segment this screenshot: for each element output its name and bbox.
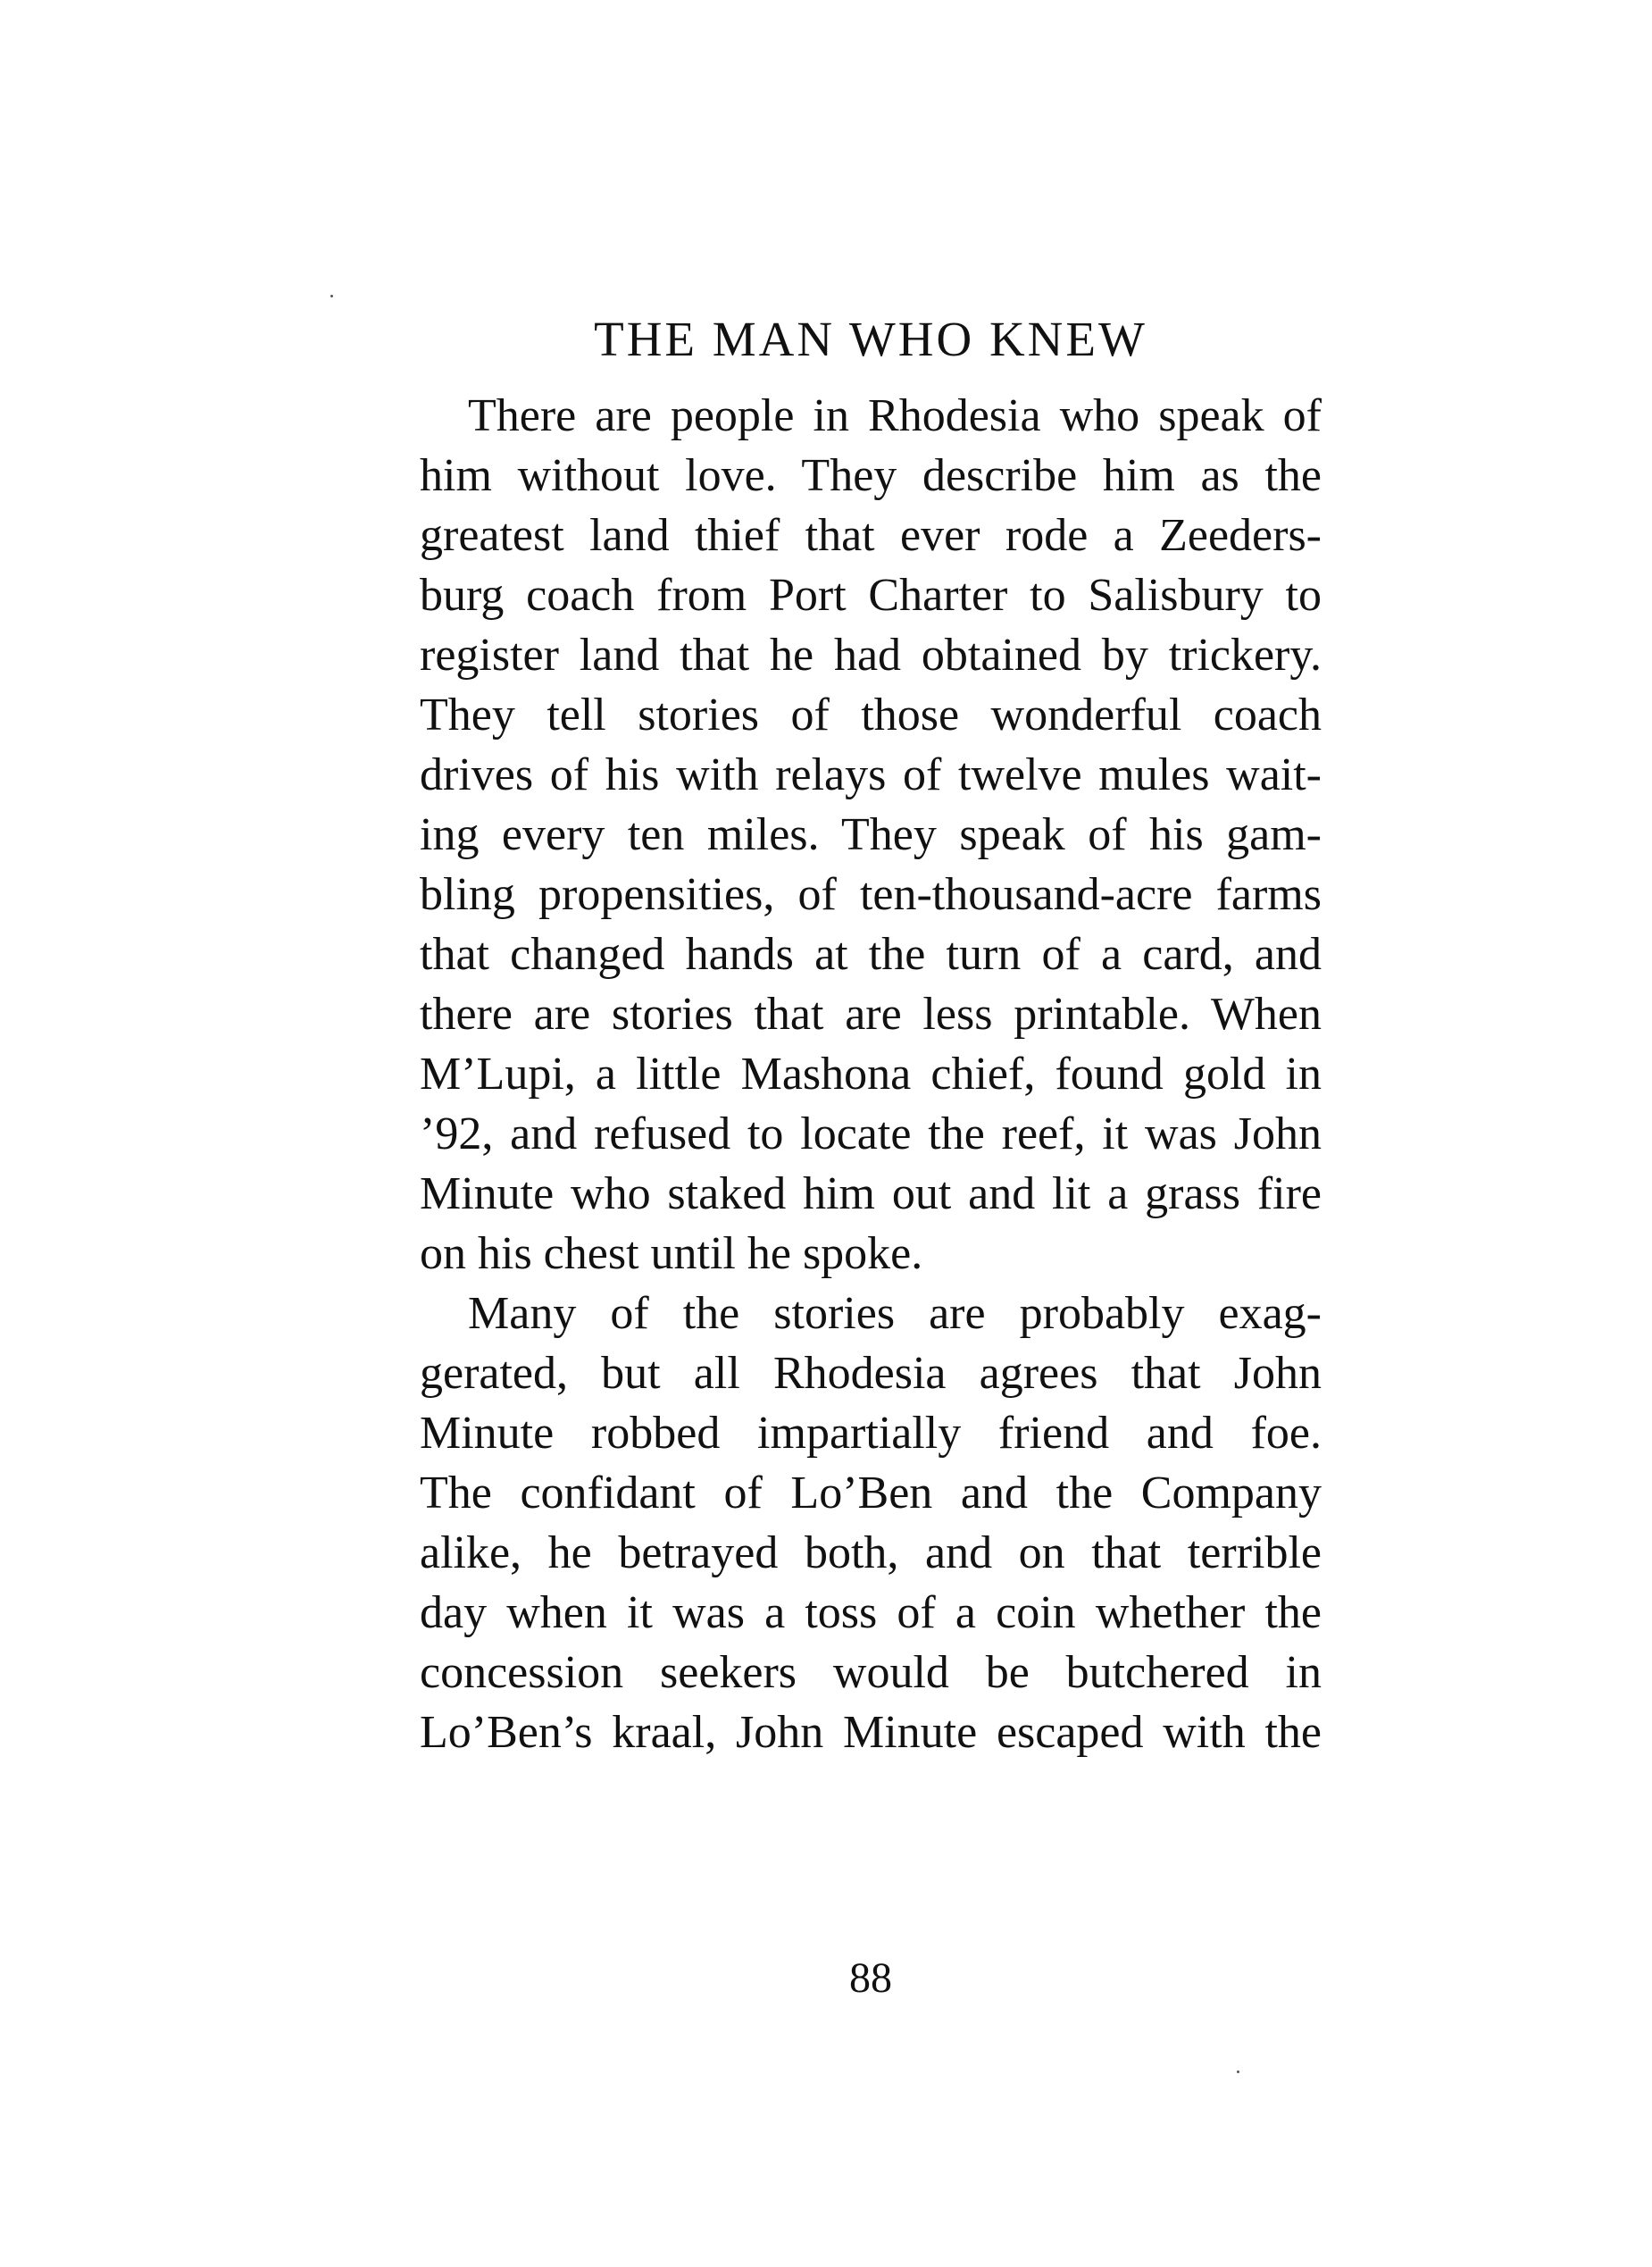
scan-speck [1237,2070,1239,2073]
text-line: Many of the stories are probably exag- [468,1288,1322,1339]
text-line: Minute who staked him out and lit a grass fire [420,1168,1322,1219]
text-line: on his chest until he spoke. [420,1228,923,1279]
text-line: day when it was a toss of a coin whether the [420,1587,1322,1638]
text-line: bling propensities, of ten-thousand-acre farms [420,869,1322,920]
text-line: gerated, but all Rhodesia agrees that John [420,1348,1322,1399]
text-line: Lo’Ben’s kraal, John Minute escaped with the [420,1707,1322,1758]
text-line: ing every ten miles. They speak of his gam- [420,809,1322,860]
text-line: ’92, and refused to locate the reef, it was John [420,1108,1322,1159]
text-line: alike, he betrayed both, and on that terrible [420,1527,1322,1578]
page-number: 88 [849,1954,892,2002]
text-line: drives of his with relays of twelve mules wait- [420,749,1322,800]
running-head: THE MAN WHO KNEW [594,312,1147,366]
text-line: greatest land thief that ever rode a Zeeders- [420,510,1322,561]
text-line: concession seekers would be butchered in [420,1647,1322,1698]
text-line: Minute robbed impartially friend and foe. [420,1408,1322,1459]
text-line: register land that he had obtained by trickery. [420,630,1322,681]
text-line: M’Lupi, a little Mashona chief, found gold in [420,1049,1322,1100]
text-line: burg coach from Port Charter to Salisbury to [420,570,1322,621]
text-line: that changed hands at the turn of a card, and [420,929,1322,980]
text-line: him without love. They describe him as the [420,450,1322,501]
text-line: The confidant of Lo’Ben and the Company [420,1468,1322,1518]
text-line: They tell stories of those wonderful coach [420,690,1322,740]
text-line: There are people in Rhodesia who speak of [468,390,1322,441]
text-line: there are stories that are less printable. When [420,989,1322,1040]
scan-speck [330,295,333,297]
body-text [420,386,1322,1762]
